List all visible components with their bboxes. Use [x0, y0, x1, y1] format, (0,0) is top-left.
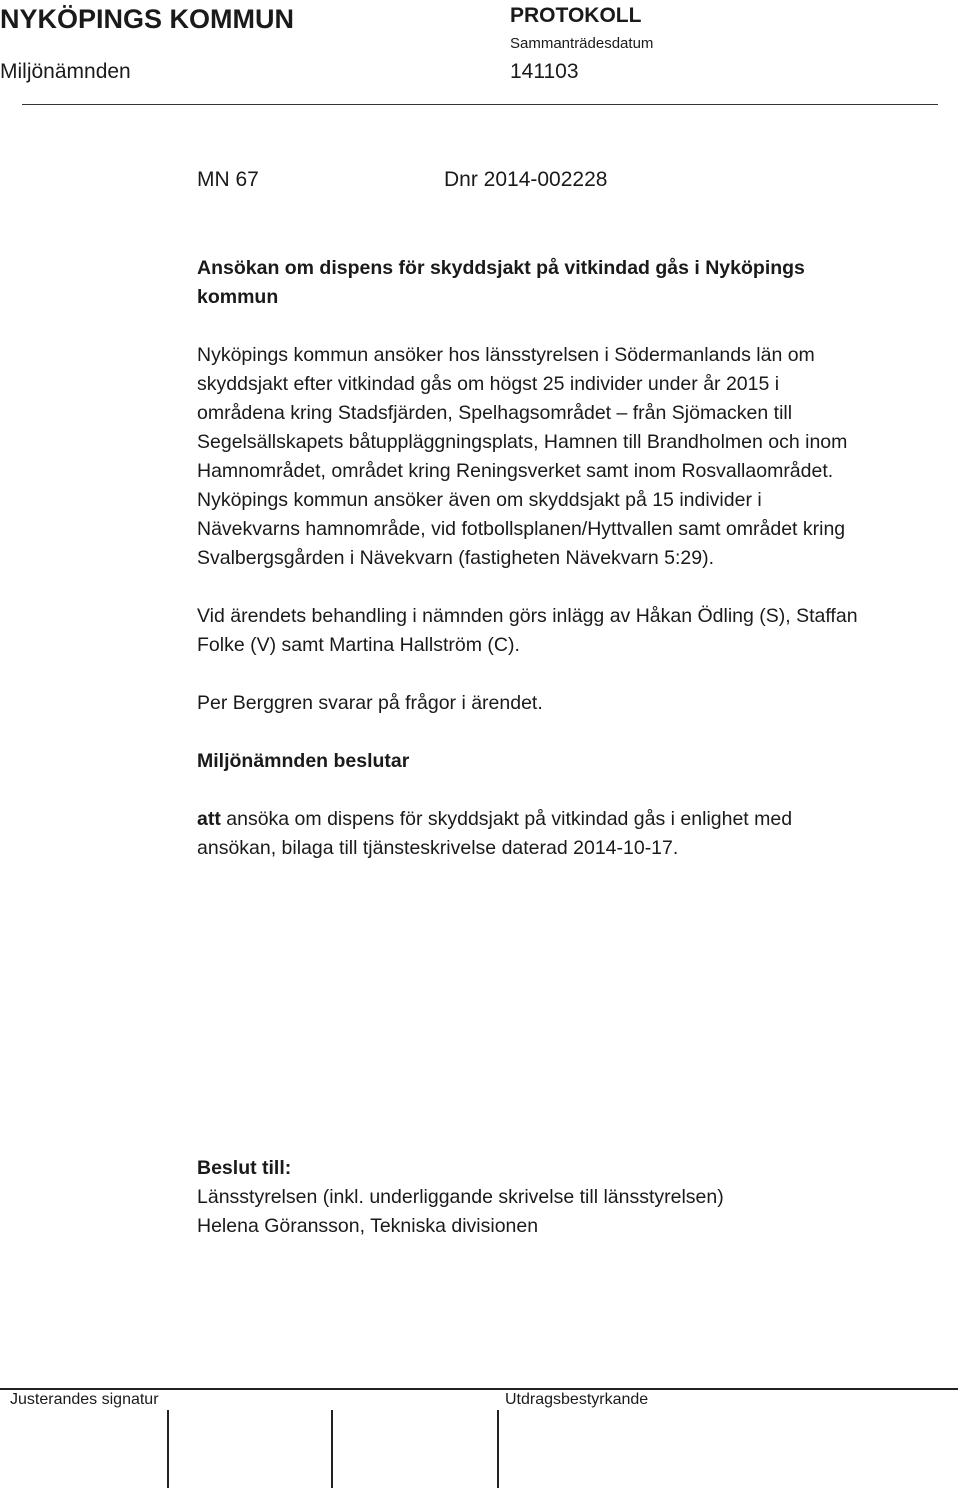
- document-title: Ansökan om dispens för skyddsjakt på vitkindad gås i Nyköpings kommun: [197, 257, 805, 308]
- signature-box-divider: [331, 1410, 333, 1488]
- signature-box-divider: [497, 1410, 499, 1488]
- paragraph-discussion: Vid ärendets behandling i nämnden görs inlägg av Håkan Ödling (S), Staffan Folke (V) samt Martina Hallström (C).: [197, 605, 858, 656]
- extract-label: Utdragsbestyrkande: [505, 1391, 649, 1408]
- distribution-heading: Beslut till:: [197, 1157, 292, 1179]
- distribution-list: [197, 1154, 937, 1241]
- signature-box-divider: [167, 1410, 169, 1488]
- committee-name: Miljönämnden: [0, 60, 131, 83]
- decision-text: att ansöka om dispens för skyddsjakt på vitkindad gås i enlighet med ansökan, bilaga till tjänsteskrivelse daterad 2014-10-17.: [197, 808, 793, 859]
- distribution-recipient: Helena Göransson, Tekniska divisionen: [197, 1215, 539, 1237]
- paragraph-application: Nyköpings kommun ansöker hos länsstyrelsen i Södermanlands län om skyddsjakt efter vitkindad gås om högst 25 individer under år 2015 i områdena kring Stadsfjärden, Spelhagsområdet – från Sjömacken till Segelsällskapets båtuppläggningsplats, Hamnen till Brandholmen och inom Hamnområdet, området kring Reningsverket samt inom Rosvallaområdet. Nyköpings kommun ansöker även om skyddsjakt på 15 individer i Nävekvarns hamnområde, vid fotbollsplanen/Hyttvallen samt området kring Svalbergsgården i Nävekvarn (fastigheten Nävekvarn 5:29).: [197, 344, 848, 569]
- organization-name: NYKÖPINGS KOMMUN: [0, 4, 295, 34]
- document-type: PROTOKOLL: [510, 4, 642, 27]
- decision-keyword: att: [197, 808, 221, 830]
- diary-number: Dnr 2014-002228: [444, 168, 608, 191]
- signature-label: Justerandes signatur: [10, 1391, 159, 1408]
- meeting-date: 141103: [510, 60, 579, 83]
- distribution-recipient: Länsstyrelsen (inkl. underliggande skrivelse till länsstyrelsen): [197, 1186, 724, 1208]
- footer-divider: [0, 1388, 958, 1390]
- case-number: MN 67: [197, 168, 259, 191]
- document-body: [197, 254, 937, 863]
- decision-heading: Miljönämnden beslutar: [197, 750, 410, 772]
- meeting-date-label: Sammanträdesdatum: [510, 35, 654, 52]
- header-divider: [22, 104, 938, 105]
- paragraph-answers: Per Berggren svarar på frågor i ärendet.: [197, 692, 543, 714]
